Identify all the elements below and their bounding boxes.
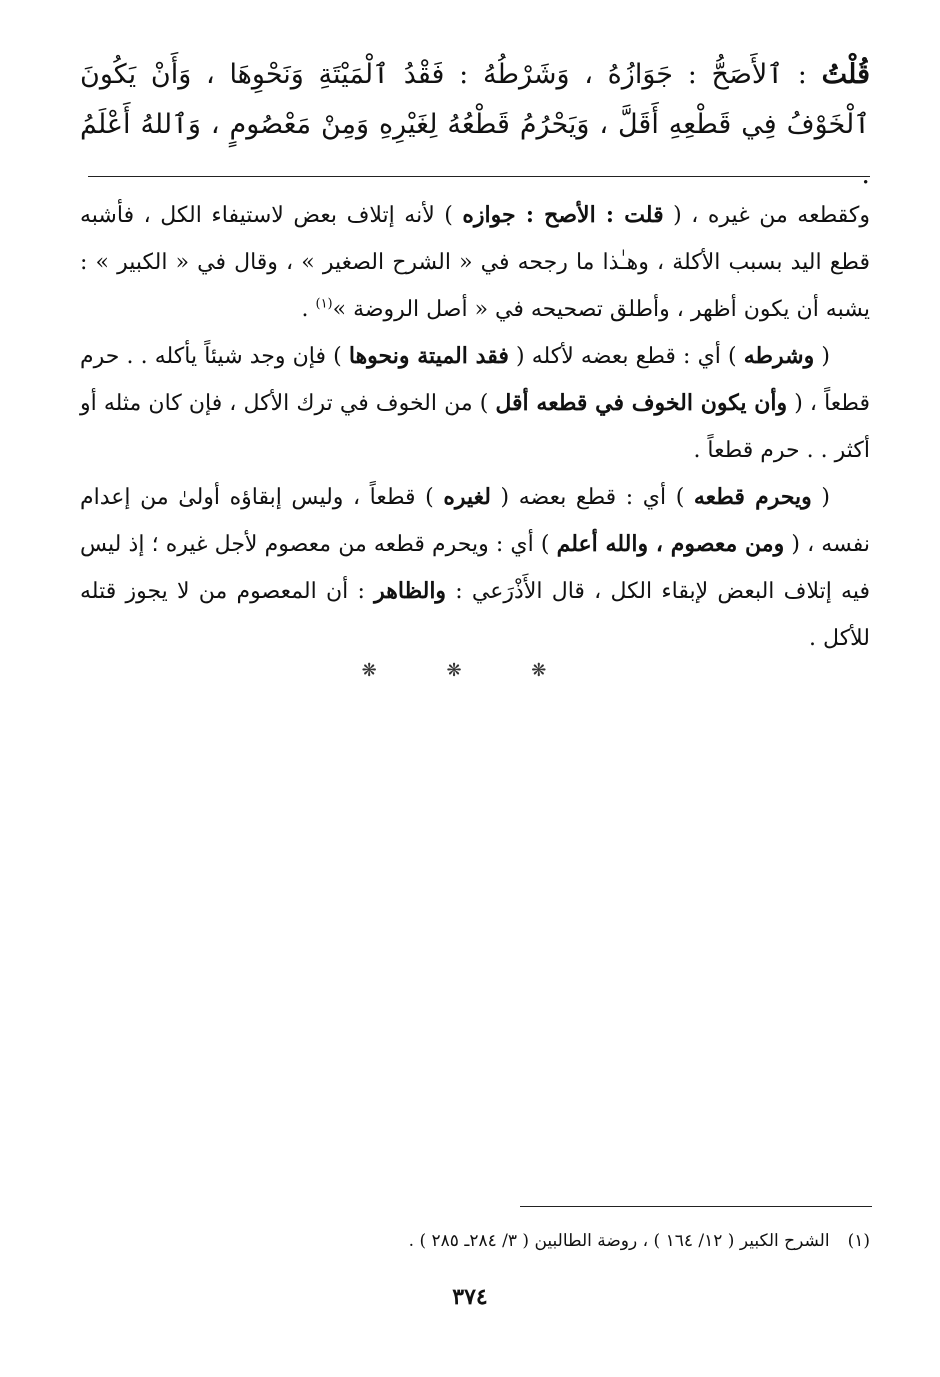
quoted-matn: فقد الميتة ونحوها <box>348 343 509 369</box>
sharh-text: ( <box>821 485 830 510</box>
sharh-text: ( <box>821 344 830 369</box>
sharh-text: ) أي : قطع بعضه ( <box>500 485 685 510</box>
matn-body: : ٱلأَصَحُّ : جَوَازُهُ ، وَشَرْطُهُ : فَقْدُ ٱلْمَيْتَةِ وَنَحْوِهَا ، وَأَنْ يَكُونَ ٱلْخَوْفُ فِي قَطْعِهِ أَقَلَّ ، وَيَحْرُمُ قَطْعُهُ لِغَيْرِهِ وَمِنْ مَعْصُومٍ ، وَٱللهُ أَعْلَمُ . <box>80 59 870 190</box>
sharh-text: ) لأنه إتلاف بعض لاستيفاء الكل ، فأشبه قطع اليد بسبب الأكلة ، وهـٰذا ما رجحه في « الشرح الصغير » ، وقال في « الكبير » : يشبه أن يكون أظهر ، وأطلق تصحيحه في « أصل الروضة » <box>80 203 870 322</box>
quoted-matn: قلت : الأصح : جوازه <box>462 202 664 228</box>
quoted-matn: ومن معصوم ، والله أعلم <box>556 531 785 557</box>
quoted-term: والظاهر <box>374 578 447 604</box>
footnote-divider-line <box>520 1206 872 1207</box>
quoted-matn: وأن يكون الخوف في قطعه أقل <box>495 390 788 416</box>
matn-divider-line <box>88 176 870 177</box>
matn-text <box>80 50 870 200</box>
sharh-text: : أن المعصوم من لا يجوز قتله للأكل . <box>80 579 870 651</box>
sharh-paragraph-3 <box>80 474 870 662</box>
footnote <box>80 1226 870 1256</box>
footnote-text: الشرح الكبير ( ١٢/ ١٦٤ ) ، روضة الطالبين ( ٣/ ٢٨٤ـ ٢٨٥ ) . <box>408 1231 830 1251</box>
quoted-matn: ويحرم قطعه <box>693 484 812 510</box>
sharh-commentary <box>80 192 870 662</box>
matn-lead-word: قُلْتُ <box>821 59 870 90</box>
quoted-matn: وشرطه <box>743 343 815 369</box>
sharh-text: ) قطعاً ، وليس إبقاؤه أولىٰ من إعدام نفسه ، ( <box>80 485 870 557</box>
sharh-paragraph-1 <box>80 192 870 333</box>
sharh-text: ) من الخوف في ترك الأكل ، فإن كان مثله أو أكثر . . حرم قطعاً . <box>80 391 870 463</box>
sharh-text: وكقطعه من غيره ، ( <box>673 203 870 228</box>
quoted-matn: لغيره <box>443 484 491 510</box>
sharh-text: ) أي : ويحرم قطعه من معصوم لأجل غيره ؛ إذ ليس فيه إتلاف البعض لإبقاء الكل ، قال الأَذْرَعي : <box>80 532 870 604</box>
page-number: ٣٧٤ <box>452 1284 488 1310</box>
sharh-text: ) فإن وجد شيئاً يأكله . . حرم قطعاً ، ( <box>80 344 870 416</box>
sharh-text: . <box>301 297 309 322</box>
sharh-paragraph-2 <box>80 333 870 474</box>
footnote-number: (١) <box>847 1231 870 1251</box>
sharh-text: ) أي : قطع بعضه لأكله ( <box>515 344 737 369</box>
section-separator-stars: ❋ ❋ ❋ <box>361 660 579 681</box>
footnote-reference[interactable]: (١) <box>315 296 333 312</box>
